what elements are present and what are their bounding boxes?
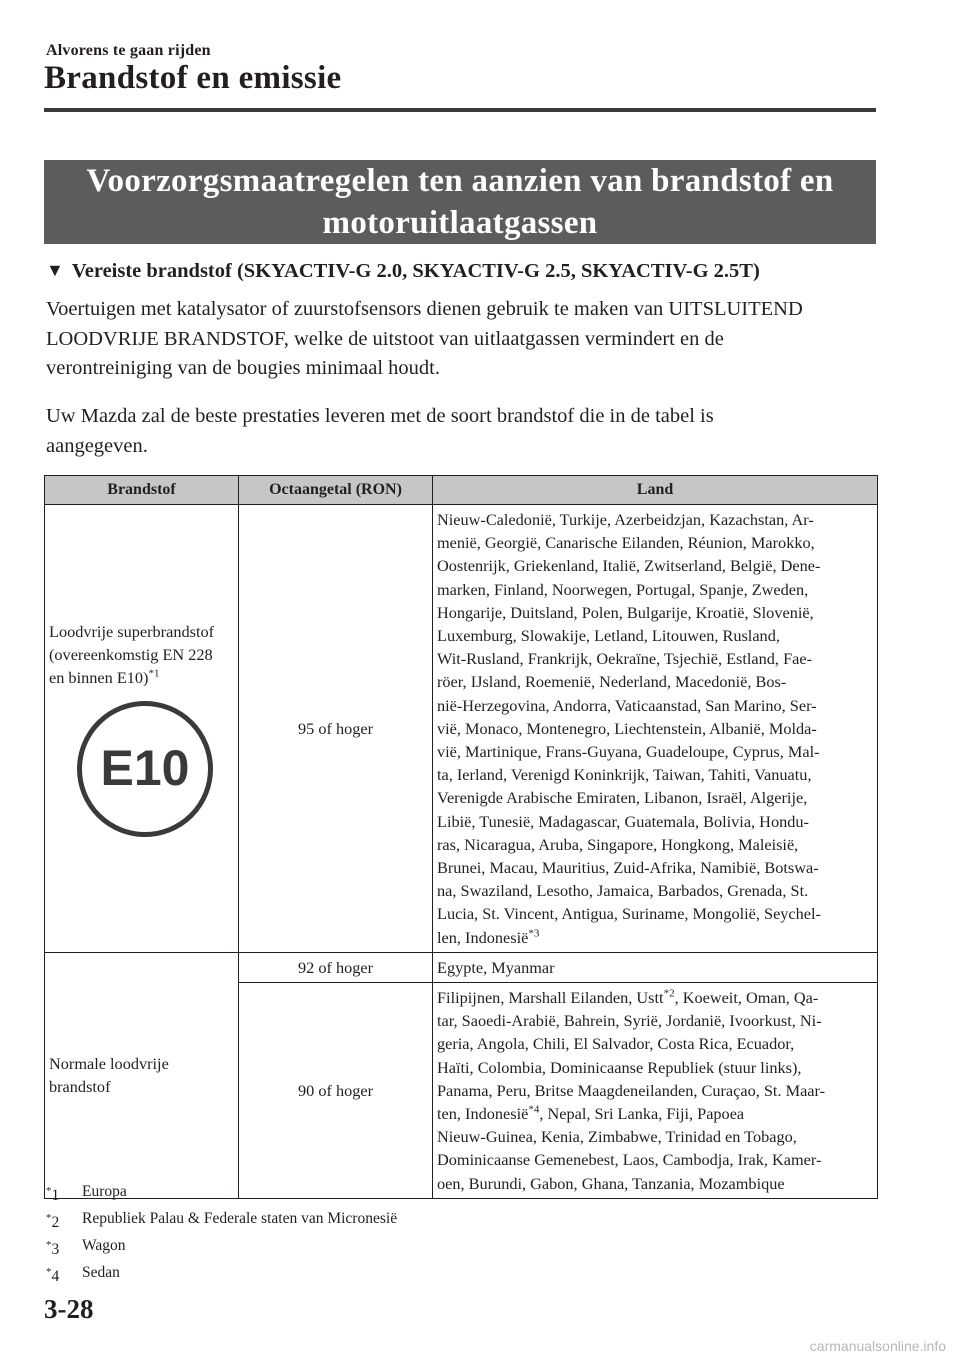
page-number: 3-28 [44, 1294, 94, 1324]
country-line: Lucia, St. Vincent, Antigua, Suriname, Mongolië, Seychel- [437, 904, 821, 924]
country-line: tar, Saoedi-Arabië, Bahrein, Syrië, Jordanië, Ivoorkust, Ni- [437, 1011, 822, 1031]
paragraph-performance [46, 402, 886, 461]
paragraph-catalyst [46, 295, 886, 384]
country-line: röer, IJsland, Roemenië, Nederland, Macedonië, Bos- [437, 672, 787, 692]
country-line: Nieuw-Guinea, Kenia, Zimbabwe, Trinidad en Tobago, [437, 1127, 797, 1147]
footnote-item [46, 1180, 397, 1207]
fuel-cell-normal [45, 952, 239, 1198]
country-line [437, 1102, 873, 1125]
country-line: Oostenrijk, Griekenland, Italië, Zwitserland, België, Dene- [437, 556, 821, 576]
footnote-asterisk: * [46, 1239, 52, 1252]
octane-cell: 92 of hoger [239, 952, 433, 982]
country-cell: Egypte, Myanmar [433, 952, 878, 982]
footnote-text: Wagon [82, 1237, 126, 1255]
fuel-line [49, 666, 234, 689]
country-line [437, 926, 873, 949]
country-line: na, Swaziland, Lesotho, Jamaica, Barbados, Grenada, St. [437, 881, 809, 901]
octane-cell: 90 of hoger [239, 983, 433, 1199]
paragraph-line: Uw Mazda zal de beste prestaties leveren met de soort brandstof die in de tabel is [46, 405, 714, 427]
fuel-line: (overeenkomstig EN 228 [49, 644, 213, 664]
column-header-octane: Octaangetal (RON) [239, 476, 433, 505]
country-line: Verenigde Arabische Emiraten, Libanon, Israël, Algerije, [437, 788, 808, 808]
footnote-mark [46, 1234, 82, 1261]
country-cell [433, 505, 878, 953]
page-title: Brandstof en emissie [44, 60, 342, 96]
country-line: Luxemburg, Slowakije, Letland, Litouwen, Rusland, [437, 626, 780, 646]
table-header-row [45, 476, 878, 505]
fuel-cell-super [45, 505, 239, 953]
country-line: nië-Herzegovina, Andorra, Vaticaanstad, San Marino, Ser- [437, 695, 817, 715]
footnote-asterisk: * [46, 1266, 52, 1279]
footnote-asterisk: * [46, 1185, 52, 1197]
footnote-ref: *3 [528, 927, 540, 940]
country-line: Dominicaanse Gemenebest, Laos, Cambodja, Irak, Kamer- [437, 1150, 822, 1170]
country-line: Panama, Peru, Britse Maagdeneilanden, Curaçao, St. Maar- [437, 1080, 826, 1100]
fuel-line: Normale loodvrije [49, 1054, 169, 1074]
section-label: Alvorens te gaan rijden [46, 42, 211, 59]
column-header-country: Land [433, 476, 878, 505]
footnote-item [46, 1207, 397, 1234]
triangle-down-icon: ▼ [46, 260, 64, 280]
footnotes [46, 1180, 397, 1289]
country-line: ta, Ierland, Verenigd Koninkrijk, Taiwan, Tahiti, Vanuatu, [437, 765, 812, 785]
country-cell [433, 983, 878, 1199]
table-row [45, 952, 878, 982]
column-header-fuel: Brandstof [45, 476, 239, 505]
paragraph-line: verontreiniging van de bougies minimaal houdt. [46, 357, 440, 379]
fuel-line: Loodvrije superbrandstof [49, 621, 215, 641]
octane-cell: 95 of hoger [239, 505, 433, 953]
footnote-mark [46, 1261, 82, 1288]
country-line-text: , Koeweit, Oman, Qa- [674, 988, 819, 1008]
country-line: Haïti, Colombia, Dominicaanse Republiek (stuur links), [437, 1057, 802, 1077]
footnote-number: 2 [51, 1214, 60, 1232]
footnote-text: Republiek Palau & Federale staten van Micronesië [82, 1210, 398, 1228]
country-line: marken, Finland, Noorwegen, Portugal, Spanje, Zweden, [437, 579, 809, 599]
subheading [46, 256, 886, 286]
table-row [45, 505, 878, 953]
country-line: Hongarije, Duitsland, Polen, Bulgarije, Kroatië, Slovenië, [437, 602, 814, 622]
footnote-asterisk: * [46, 1212, 52, 1225]
fuel-line-text: en binnen E10) [49, 668, 149, 688]
country-line: vië, Martinique, Frans-Guyana, Guadeloupe, Cyprus, Mal- [437, 742, 820, 762]
country-line: ras, Nicaragua, Aruba, Singapore, Hongkong, Maleisië, [437, 834, 799, 854]
footnote-ref: *4 [528, 1103, 540, 1116]
paragraph-line: aangegeven. [46, 434, 148, 457]
footnote-text: Sedan [82, 1264, 120, 1282]
footnote-ref: *1 [148, 667, 160, 680]
footnote-item [46, 1261, 397, 1288]
fuel-line: brandstof [49, 1077, 111, 1097]
paragraph-line: Voertuigen met katalysator of zuurstofsensors dienen gebruik te maken van UITSLUITEND [46, 298, 803, 320]
footnote-mark [46, 1180, 82, 1207]
country-line: Wit-Rusland, Frankrijk, Oekraïne, Tsjechië, Estland, Fae- [437, 649, 812, 669]
header-divider [44, 108, 876, 112]
country-line-text: , Nepal, Sri Lanka, Fiji, Papoea [539, 1104, 745, 1124]
banner-line-2: motoruitlaatgassen [322, 205, 598, 241]
country-line: vië, Monaco, Montenegro, Liechtenstein, Albanië, Molda- [437, 718, 817, 738]
footnote-text: Europa [82, 1183, 127, 1200]
country-line-text: ten, Indonesië [437, 1104, 529, 1124]
banner-line-1: Voorzorgsmaatregelen ten aanzien van brandstof en [86, 163, 834, 199]
fuel-table [44, 475, 878, 1199]
paragraph-line: LOODVRIJE BRANDSTOF, welke de uitstoot van uitlaatgassen vermindert en de [46, 327, 724, 350]
country-line: Brunei, Macau, Mauritius, Zuid-Afrika, Namibië, Botswa- [437, 858, 819, 878]
e10-badge-icon: E10 [77, 701, 213, 837]
footnote-number: 4 [51, 1268, 60, 1286]
country-line-text: len, Indonesië [437, 927, 529, 947]
footnote-number: 1 [51, 1187, 60, 1205]
country-line: menië, Georgië, Canarische Eilanden, Réunion, Marokko, [437, 533, 815, 553]
country-line: Nieuw-Caledonië, Turkije, Azerbeidzjan, Kazachstan, Ar- [437, 510, 814, 529]
country-line: geria, Angola, Chili, El Salvador, Costa Rica, Ecuador, [437, 1034, 795, 1054]
subheading-text: Vereiste brandstof (SKYACTIV-G 2.0, SKYACTIV-G 2.5, SKYACTIV-G 2.5T) [71, 260, 760, 282]
country-line: Libië, Tunesië, Madagascar, Guatemala, Bolivia, Hondu- [437, 811, 809, 831]
watermark: carmanualsonline.info [809, 1338, 946, 1354]
footnote-ref: *2 [663, 987, 675, 1000]
footnote-mark [46, 1207, 82, 1234]
footnote-number: 3 [51, 1241, 60, 1259]
country-line [437, 986, 873, 1009]
country-line: oen, Burundi, Gabon, Ghana, Tanzania, Mozambique [437, 1173, 785, 1193]
country-line-text: Filipijnen, Marshall Eilanden, Ustt [437, 988, 664, 1008]
footnote-item [46, 1234, 397, 1261]
section-banner [44, 160, 876, 244]
